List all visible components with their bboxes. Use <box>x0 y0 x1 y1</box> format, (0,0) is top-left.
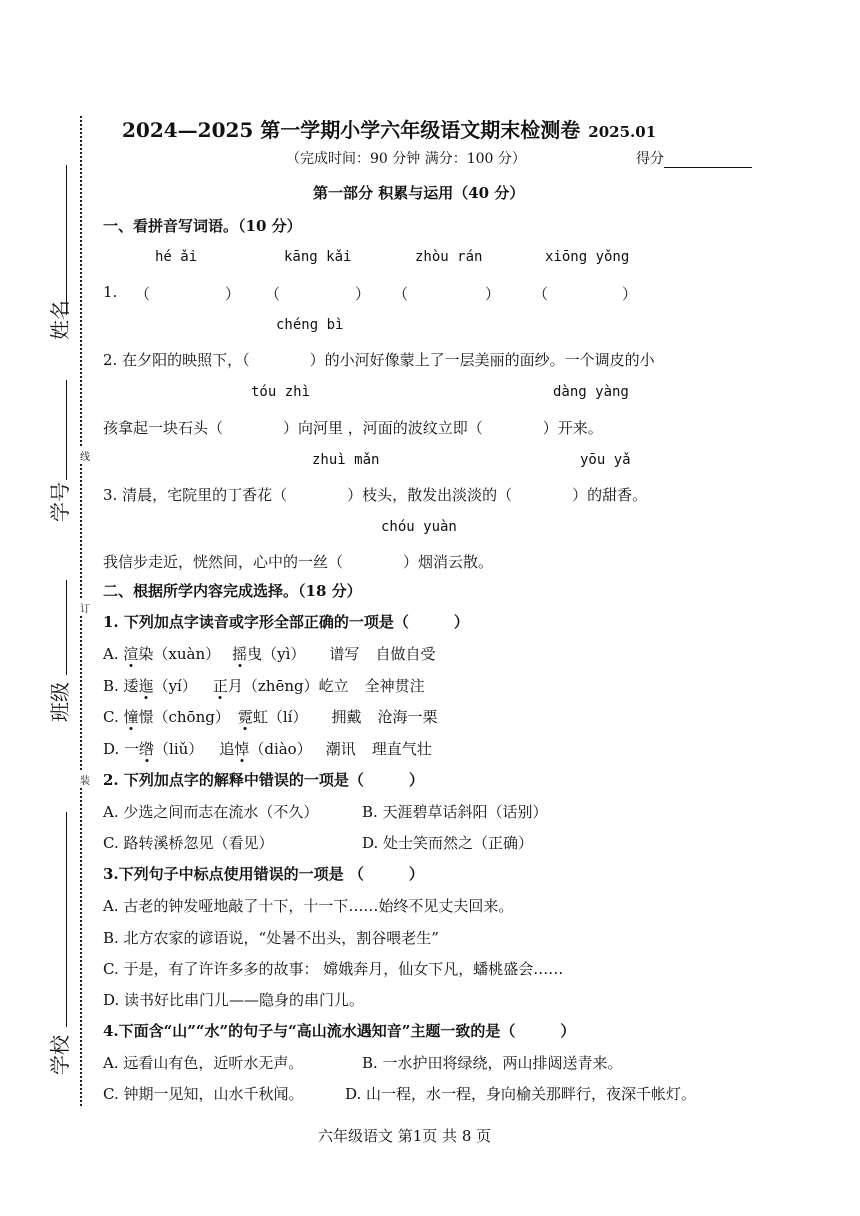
mc3-option-a[interactable]: A. 古老的钟发哑地敲了十下，十一下……始终不见丈夫回来。 <box>103 897 514 915</box>
opt-text: B. 逶 <box>103 677 139 695</box>
answer-box-2-open: （ <box>265 285 281 303</box>
q2-line-2: 孩拿起一块石头（ ）向河里 ，河面的波纹立即（ ）开来。 <box>103 419 603 437</box>
q3-pinyin-1: zhuì mǎn <box>312 452 380 468</box>
q3-line-2: 我信步走近，恍然间，心中的一丝（ ）烟消云散。 <box>103 553 494 571</box>
opt-text: 憬（chōng） <box>138 708 230 726</box>
q3-pinyin-3: chóu yuàn <box>381 519 457 535</box>
exam-date: 2025.01 <box>588 123 657 141</box>
answer-box-3-open: （ <box>393 285 409 303</box>
opt-text: 月（zhēng）屹立 <box>227 677 349 695</box>
pinyin-2: kāng kǎi <box>284 249 352 265</box>
opt-text: 曳（yì） <box>247 645 306 663</box>
mc4-option-a[interactable]: A. 远看山有色，近听水无声。 <box>103 1054 304 1072</box>
dotted-char: 憧 <box>123 708 139 726</box>
opt-text: 拥戴 <box>331 708 362 726</box>
dotted-char: 摇 <box>232 645 248 663</box>
mc2-question: 2. 下列加点字的解释中错误的一项是（ ） <box>103 771 424 789</box>
id-label: 学号 <box>48 482 72 522</box>
q3-pinyin-2: yōu yǎ <box>580 452 631 468</box>
answer-box-4-open: （ <box>533 285 549 303</box>
mc1-option-c[interactable] <box>103 706 438 727</box>
mc4-option-d[interactable]: D. 山一程，水一程，身向榆关那畔行，夜深千帐灯。 <box>345 1085 697 1103</box>
dotted-char: 迤 <box>138 677 154 695</box>
mc3-option-d[interactable]: D. 读书好比串门儿——隐身的串门儿。 <box>103 991 365 1009</box>
opt-text: D. 一 <box>103 740 140 758</box>
q2-pinyin-1: chéng bì <box>276 317 344 333</box>
q2-line-1: 2. 在夕阳的映照下，（ ）的小河好像蒙上了一层美丽的面纱。一个调皮的小 <box>103 351 655 369</box>
opt-text: 自做自受 <box>375 645 436 663</box>
answer-box-1-close: ） <box>225 285 241 303</box>
mc1-option-d[interactable] <box>103 738 432 759</box>
name-label: 姓名 <box>48 300 72 340</box>
dotted-char: 渲 <box>123 645 139 663</box>
pinyin-4: xiōng yǒng <box>545 249 630 265</box>
dotted-char: 悼 <box>234 740 250 758</box>
school-label: 学校 <box>48 1035 72 1075</box>
id-field-line <box>66 380 67 480</box>
opt-text: 谱写 <box>329 645 360 663</box>
score-field <box>636 148 752 168</box>
opt-text: 沧海一栗 <box>377 708 438 726</box>
opt-text: 全神贯注 <box>364 677 425 695</box>
q1-label: 1. <box>103 283 118 301</box>
opt-text: （diào） <box>249 740 312 758</box>
opt-letter: A. <box>103 645 124 663</box>
page-footer: 六年级语文 第1页 共 8 页 <box>318 1127 492 1145</box>
mc3-option-b[interactable]: B. 北方农家的谚语说，“处暑不出头，割谷喂老生” <box>103 929 439 947</box>
part1-title: 第一部分 积累与运用（40 分） <box>313 184 525 202</box>
mc1-option-b[interactable] <box>103 675 425 696</box>
pinyin-1: hé ǎi <box>155 249 198 265</box>
mc2-option-b[interactable]: B. 天涯碧草话斜阳（话别） <box>362 803 548 821</box>
name-field-line <box>66 165 67 315</box>
mc4-option-c[interactable]: C. 钟期一见知，山水千秋闻。 <box>103 1085 304 1103</box>
pinyin-3: zhòu rán <box>415 249 483 265</box>
opt-text: （yí） <box>153 677 197 695</box>
class-label: 班级 <box>48 682 72 722</box>
answer-box-3-close: ） <box>485 285 501 303</box>
opt-text: 染（xuàn） <box>138 645 221 663</box>
q3-line-1: 3. 清晨，宅院里的丁香花（ ）枝头，散发出淡淡的（ ）的甜香。 <box>103 486 648 504</box>
mc2-option-a[interactable]: A. 少选之间而志在流水（不久） <box>103 803 319 821</box>
opt-text: 追 <box>219 740 235 758</box>
section1-title: 一、看拼音写词语。（10 分） <box>103 217 302 235</box>
score-label: 得分 <box>636 151 664 167</box>
opt-text: 理直气壮 <box>371 740 432 758</box>
opt-text: 潮讯 <box>325 740 356 758</box>
mc2-option-d[interactable]: D. 处士笑而然之（正确） <box>362 834 534 852</box>
answer-box-1-open: （ <box>135 285 151 303</box>
dotted-char: 绺 <box>139 740 155 758</box>
answer-box-4-close: ） <box>622 285 638 303</box>
opt-text: 虹（lí） <box>252 708 308 726</box>
mc1-question: 1. 下列加点字读音或字形全部正确的一项是（ ） <box>103 613 469 631</box>
answer-box-2-close: ） <box>355 285 371 303</box>
dotted-char: 霓 <box>237 708 253 726</box>
page-title <box>122 114 656 143</box>
q2-pinyin-3: dàng yàng <box>553 384 629 400</box>
mc3-question: 3.下列句子中标点使用错误的一项是 （ ） <box>103 865 424 883</box>
opt-text: （liǔ） <box>154 740 204 758</box>
zhuang-mark: 装 <box>80 772 90 787</box>
mc4-question: 4.下面含“山”“水”的句子与“高山流水遇知音”主题一致的是（ ） <box>103 1022 576 1040</box>
opt-letter: C. <box>103 708 124 726</box>
ding-mark: 订 <box>80 600 90 615</box>
section2-title: 二、根据所学内容完成选择。（18 分） <box>103 582 362 600</box>
xian-mark: 线 <box>80 448 90 463</box>
school-field-line <box>66 812 67 1027</box>
class-field-line <box>66 580 67 675</box>
q2-pinyin-2: tóu zhì <box>251 384 311 400</box>
mc3-option-c[interactable]: C. 于是，有了许许多多的故事： 嫦娥奔月，仙女下凡，蟠桃盛会…… <box>103 960 564 978</box>
mc2-option-c[interactable]: C. 路转溪桥忽见（看见） <box>103 834 274 852</box>
score-blank[interactable] <box>664 153 752 168</box>
mc4-option-b[interactable]: B. 一水护田将绿绕，两山排闼送青来。 <box>362 1054 623 1072</box>
dotted-char: 正 <box>212 677 228 695</box>
time-info: （完成时间：90 分钟 满分：100 分） <box>286 151 526 167</box>
mc1-option-a[interactable] <box>103 643 435 664</box>
title-text: 2024—2025 第一学期小学六年级语文期末检测卷 <box>122 118 581 142</box>
